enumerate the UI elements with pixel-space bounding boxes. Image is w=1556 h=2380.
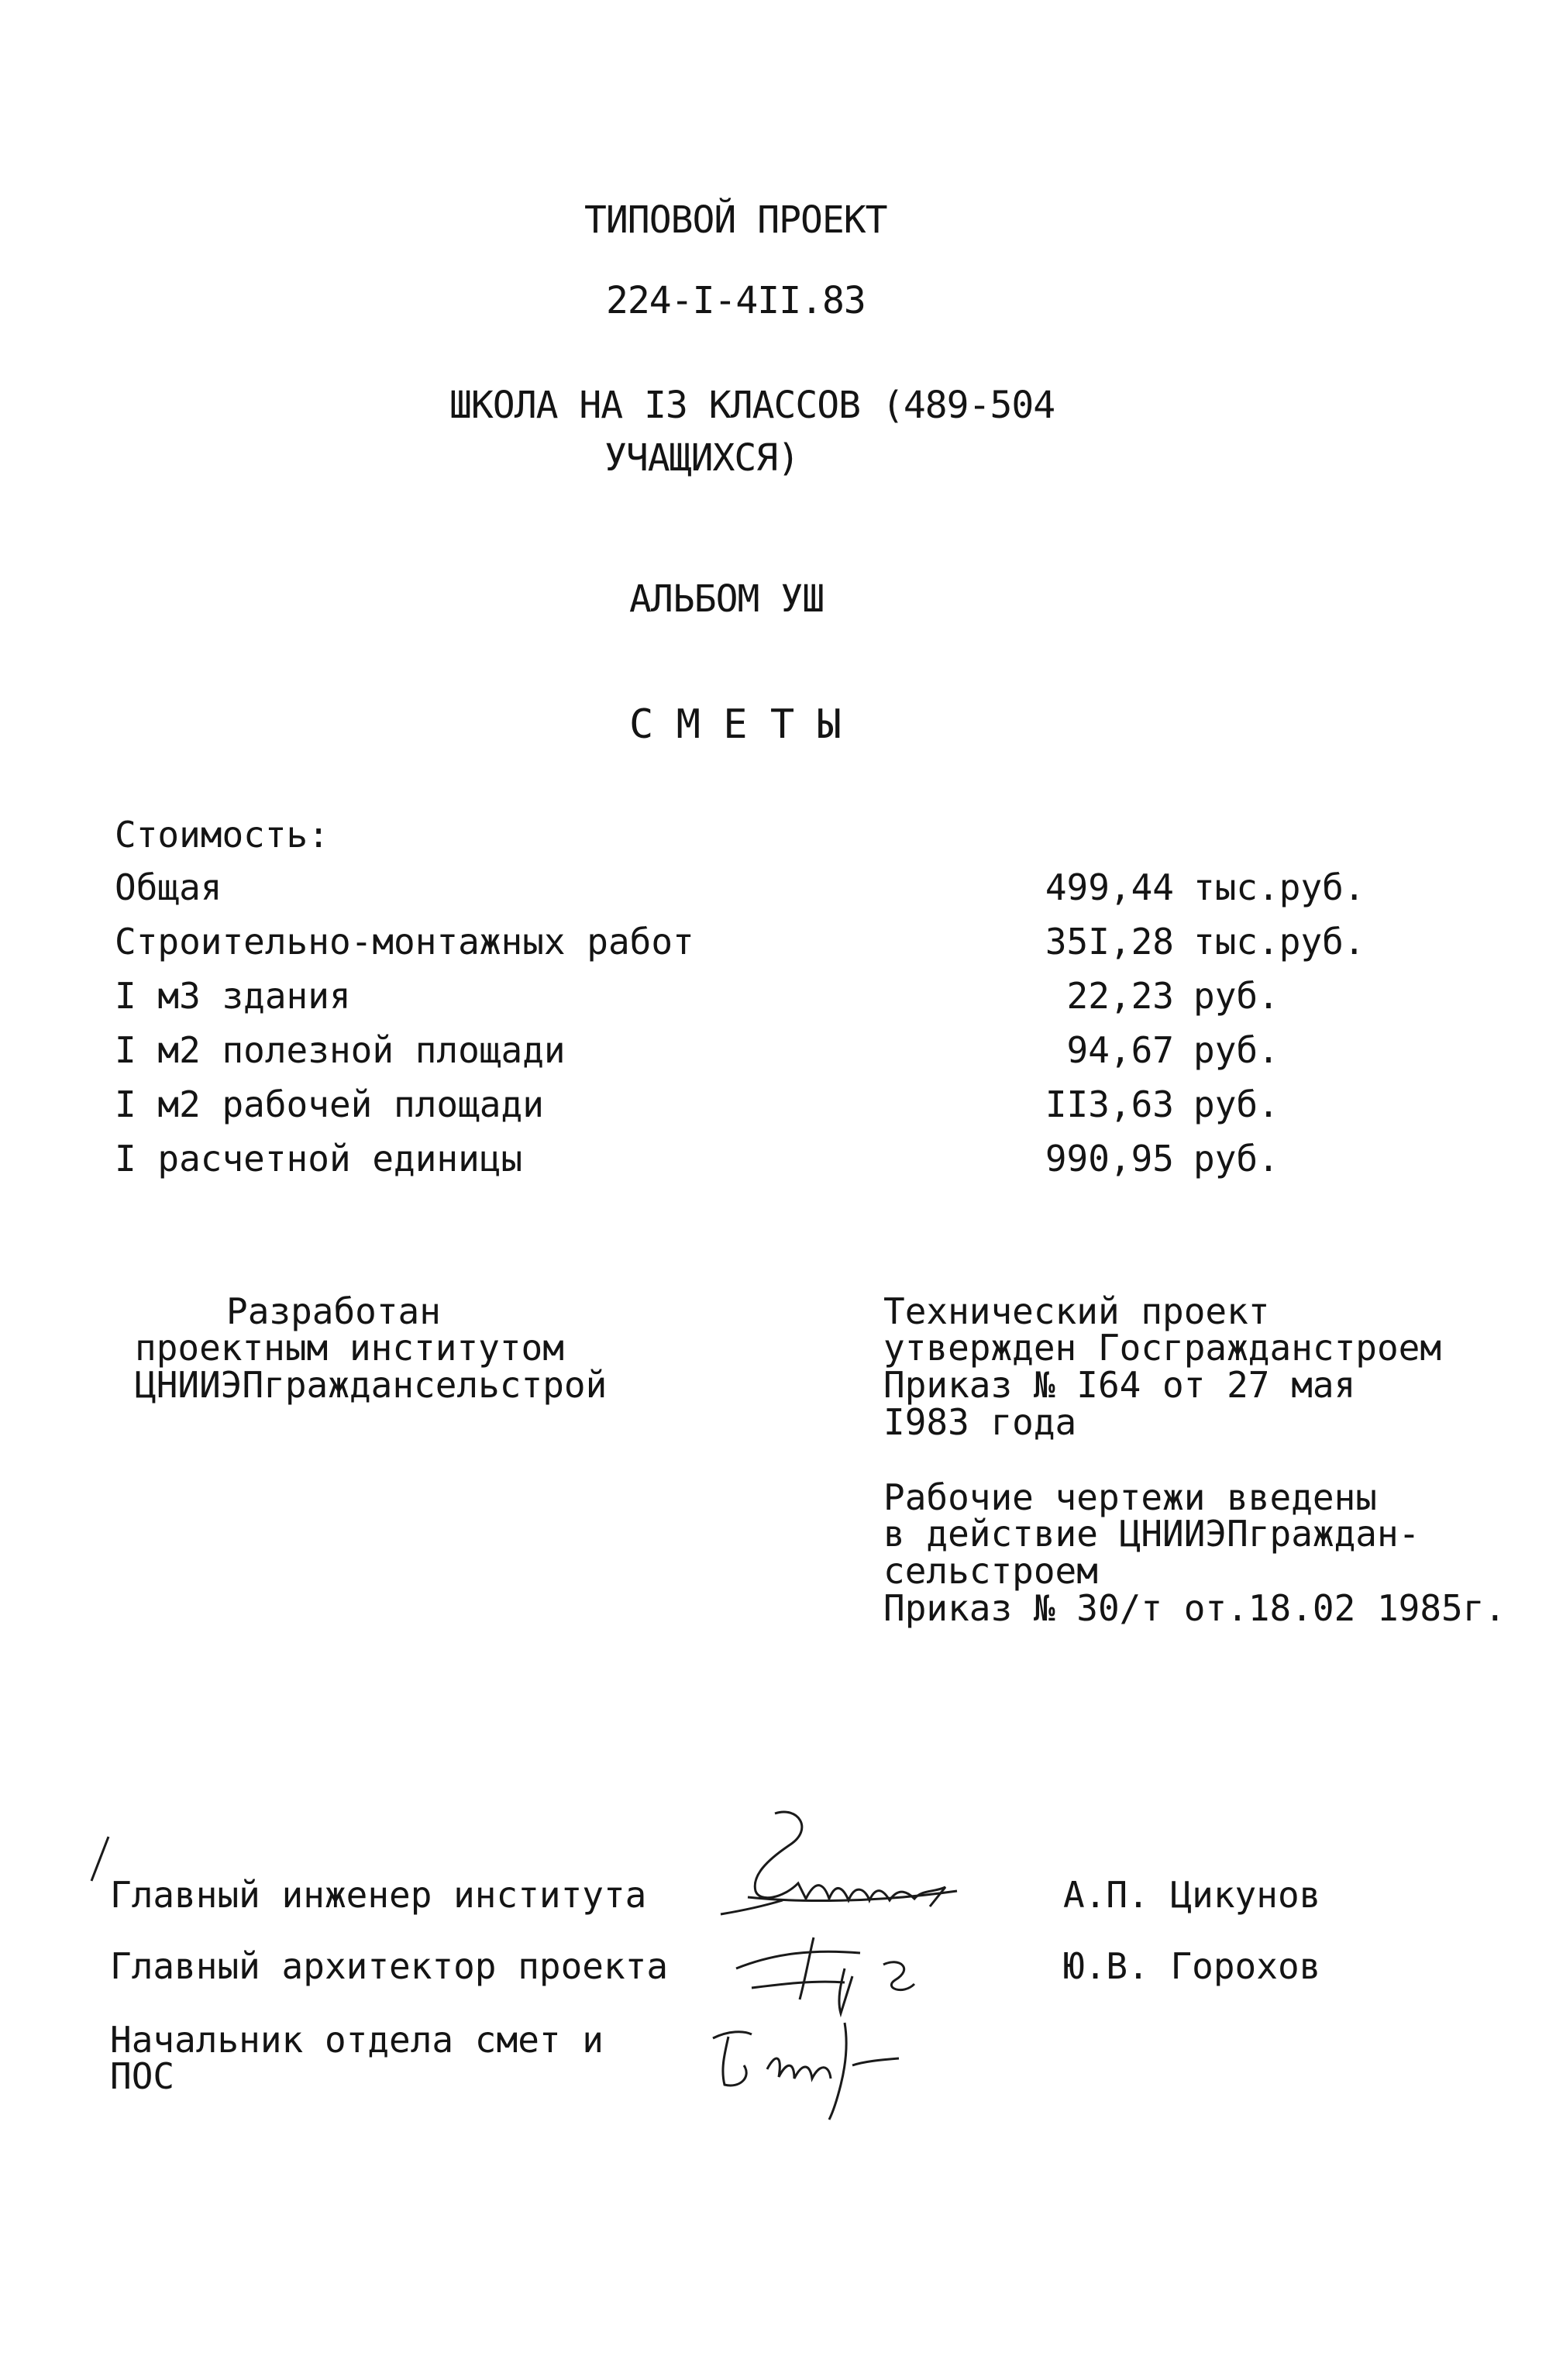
project-number: 224-I-4II.83: [606, 279, 866, 322]
cost-row-value: 22,23: [1066, 975, 1174, 1017]
developer-line3: ЦНИИЭПграждансельстрой: [135, 1364, 608, 1406]
cost-row-unit: руб.: [1193, 1083, 1279, 1125]
signature-role-chief-architect: Главный архитектор проекта: [110, 1945, 669, 1987]
cost-row-unit: руб.: [1193, 1138, 1279, 1180]
costs-heading: Стоимость:: [115, 814, 329, 856]
signature-role-chief-engineer: Главный инженер института: [110, 1874, 647, 1916]
approval-line1: Технический проект: [883, 1290, 1270, 1332]
approval-line7: сельстроем: [883, 1550, 1098, 1592]
cost-row-unit: руб.: [1193, 975, 1279, 1017]
approval-line4: I983 года: [883, 1401, 1077, 1443]
developer-line2: проектным институтом: [135, 1327, 564, 1369]
cost-row-unit: тыс.руб.: [1193, 866, 1365, 908]
signature-name-chief-architect: Ю.В. Горохов: [1063, 1945, 1321, 1987]
cost-row-label: I м3 здания: [115, 975, 351, 1017]
album-title: АЛЬБОМ УШ: [629, 577, 824, 621]
cost-row-label: I м2 полезной площади: [115, 1029, 566, 1071]
approval-line8: Приказ № 30/т от.18.02 1985г.: [883, 1587, 1506, 1629]
signature-role-estimates-head: Начальник отдела смет и: [110, 2019, 604, 2061]
type-project-title: ТИПОВОЙ ПРОЕКТ: [584, 198, 887, 242]
handwritten-signature-3: [697, 2007, 961, 2123]
section-title: С М Е Т Ы: [629, 701, 841, 748]
cost-row-value: 499,44: [1045, 866, 1174, 908]
cost-row-label: I м2 рабочей площади: [115, 1083, 544, 1125]
cost-row-unit: руб.: [1193, 1029, 1279, 1071]
handwritten-signature-1: [682, 1806, 992, 1922]
developer-line1: Разработан: [226, 1290, 441, 1332]
cost-row-label: Общая: [115, 866, 222, 908]
cost-row-value: 35I,28: [1045, 921, 1174, 963]
school-title-line2: УЧАЩИХСЯ): [604, 436, 800, 480]
cost-row-value: 94,67: [1066, 1029, 1174, 1071]
cost-row-value: 990,95: [1045, 1138, 1174, 1180]
approval-line6: в действие ЦНИИЭПграждан-: [883, 1513, 1420, 1555]
cost-row-value: II3,63: [1045, 1083, 1174, 1125]
approval-line2: утвержден Госгражданстроем: [883, 1327, 1442, 1369]
school-title-line1: ШКОЛА НА I3 КЛАССОВ (489-504: [449, 384, 1055, 427]
approval-line5: Рабочие чертежи введены: [883, 1476, 1377, 1518]
cost-row-label: Строительно-монтажных работ: [115, 921, 694, 963]
approval-line3: Приказ № I64 от 27 мая: [883, 1364, 1356, 1406]
cost-row-unit: тыс.руб.: [1193, 921, 1365, 963]
cost-row-label: I расчетной единицы: [115, 1138, 523, 1180]
signature-name-chief-engineer: А.П. Цикунов: [1063, 1874, 1321, 1916]
signature-role-estimates-head-line2: ПОС: [110, 2055, 175, 2097]
